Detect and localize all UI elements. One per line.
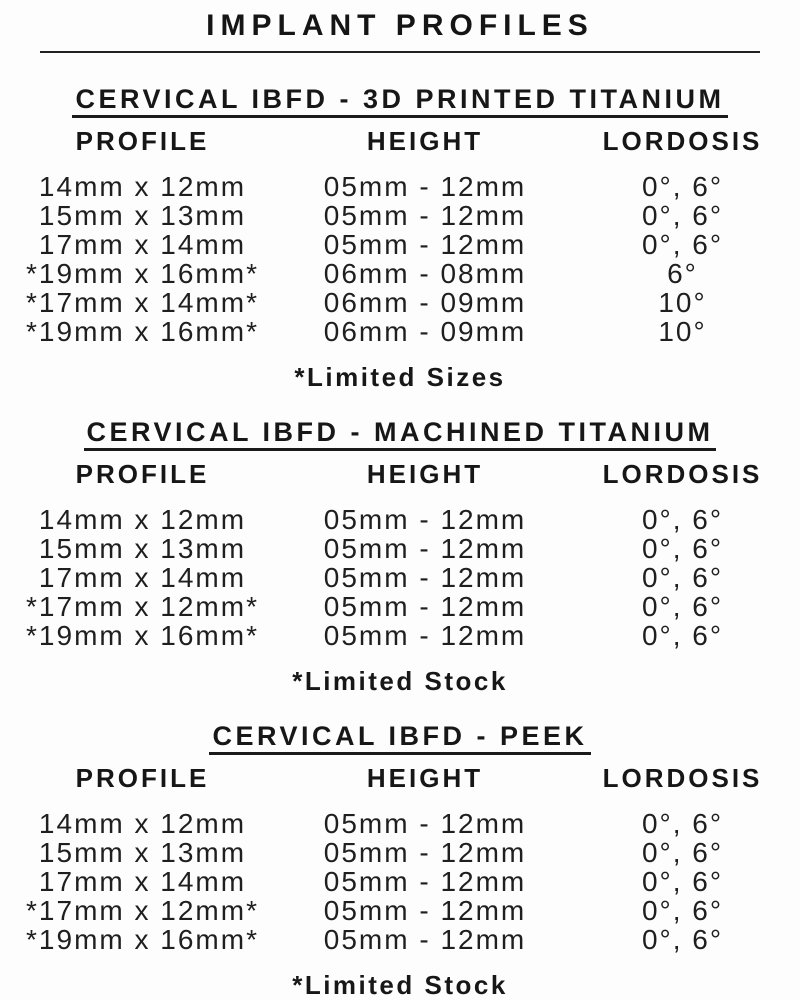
profile-cell: *19mm x 16mm* bbox=[26, 620, 259, 651]
section-heading: CERVICAL IBFD - 3D PRINTED TITANIUM bbox=[72, 84, 727, 118]
height-cell: 05mm - 12mm bbox=[323, 620, 527, 651]
section-machined-titanium bbox=[0, 417, 800, 696]
lordosis-cell: 0°, 6° bbox=[641, 504, 724, 535]
height-cell: 05mm - 12mm bbox=[323, 229, 527, 260]
column-header-lordosis: LORDOSIS bbox=[602, 763, 763, 793]
height-cell: 05mm - 12mm bbox=[323, 533, 527, 564]
height-cell: 05mm - 12mm bbox=[323, 200, 527, 231]
profile-cell: *19mm x 16mm* bbox=[26, 316, 259, 347]
profile-cell: 15mm x 13mm bbox=[38, 200, 247, 231]
title-rule bbox=[40, 51, 760, 53]
lordosis-cell: 0°, 6° bbox=[641, 229, 724, 260]
column-header-height: HEIGHT bbox=[366, 126, 484, 156]
profile-cell: *17mm x 12mm* bbox=[26, 895, 259, 926]
height-cell: 05mm - 12mm bbox=[323, 171, 527, 202]
profile-cell: 15mm x 13mm bbox=[38, 533, 247, 564]
profile-cell: 14mm x 12mm bbox=[38, 504, 247, 535]
height-cell: 05mm - 12mm bbox=[323, 866, 527, 897]
profile-cell: 17mm x 14mm bbox=[38, 229, 247, 260]
footnote: *Limited Stock bbox=[292, 666, 508, 696]
profile-cell: 15mm x 13mm bbox=[38, 837, 247, 868]
footnote: *Limited Sizes bbox=[294, 362, 506, 392]
height-cell: 05mm - 12mm bbox=[323, 924, 527, 955]
height-cell: 06mm - 09mm bbox=[323, 316, 527, 347]
column-header-height: HEIGHT bbox=[366, 763, 484, 793]
column-header-lordosis: LORDOSIS bbox=[602, 126, 763, 156]
section-peek bbox=[0, 721, 800, 1000]
lordosis-cell: 0°, 6° bbox=[641, 562, 724, 593]
profile-cell: *17mm x 14mm* bbox=[26, 287, 259, 318]
footnote: *Limited Stock bbox=[292, 970, 508, 1000]
profile-cell: 14mm x 12mm bbox=[38, 171, 247, 202]
lordosis-cell: 0°, 6° bbox=[641, 924, 724, 955]
column-header-profile: PROFILE bbox=[75, 459, 210, 489]
profile-cell: 17mm x 14mm bbox=[38, 562, 247, 593]
lordosis-cell: 0°, 6° bbox=[641, 200, 724, 231]
height-cell: 06mm - 09mm bbox=[323, 287, 527, 318]
lordosis-cell: 10° bbox=[658, 316, 707, 347]
profile-cell: 17mm x 14mm bbox=[38, 866, 247, 897]
spec-table bbox=[0, 127, 800, 346]
height-cell: 05mm - 12mm bbox=[323, 562, 527, 593]
section-heading-wrap bbox=[0, 417, 800, 451]
profile-cell: *19mm x 16mm* bbox=[26, 924, 259, 955]
section-heading: CERVICAL IBFD - PEEK bbox=[209, 721, 590, 755]
spec-table bbox=[0, 764, 800, 954]
lordosis-cell: 6° bbox=[667, 258, 698, 289]
lordosis-cell: 10° bbox=[658, 287, 707, 318]
column-header-profile: PROFILE bbox=[75, 763, 210, 793]
lordosis-cell: 0°, 6° bbox=[641, 808, 724, 839]
lordosis-cell: 0°, 6° bbox=[641, 591, 724, 622]
profile-cell: *17mm x 12mm* bbox=[26, 591, 259, 622]
height-cell: 05mm - 12mm bbox=[323, 504, 527, 535]
height-cell: 05mm - 12mm bbox=[323, 808, 527, 839]
column-header-lordosis: LORDOSIS bbox=[602, 459, 763, 489]
profile-cell: 14mm x 12mm bbox=[38, 808, 247, 839]
spec-table bbox=[0, 460, 800, 650]
column-header-profile: PROFILE bbox=[75, 126, 210, 156]
lordosis-cell: 0°, 6° bbox=[641, 171, 724, 202]
page-title: IMPLANT PROFILES bbox=[206, 9, 594, 42]
lordosis-cell: 0°, 6° bbox=[641, 895, 724, 926]
height-cell: 05mm - 12mm bbox=[323, 837, 527, 868]
lordosis-cell: 0°, 6° bbox=[641, 866, 724, 897]
section-heading: CERVICAL IBFD - MACHINED TITANIUM bbox=[84, 417, 717, 451]
height-cell: 05mm - 12mm bbox=[323, 591, 527, 622]
height-cell: 05mm - 12mm bbox=[323, 895, 527, 926]
lordosis-cell: 0°, 6° bbox=[641, 837, 724, 868]
section-heading-wrap bbox=[0, 84, 800, 118]
section-heading-wrap bbox=[0, 721, 800, 755]
lordosis-cell: 0°, 6° bbox=[641, 620, 724, 651]
section-3d-printed-titanium bbox=[0, 84, 800, 392]
profile-cell: *19mm x 16mm* bbox=[26, 258, 259, 289]
column-header-height: HEIGHT bbox=[366, 459, 484, 489]
height-cell: 06mm - 08mm bbox=[323, 258, 527, 289]
lordosis-cell: 0°, 6° bbox=[641, 533, 724, 564]
